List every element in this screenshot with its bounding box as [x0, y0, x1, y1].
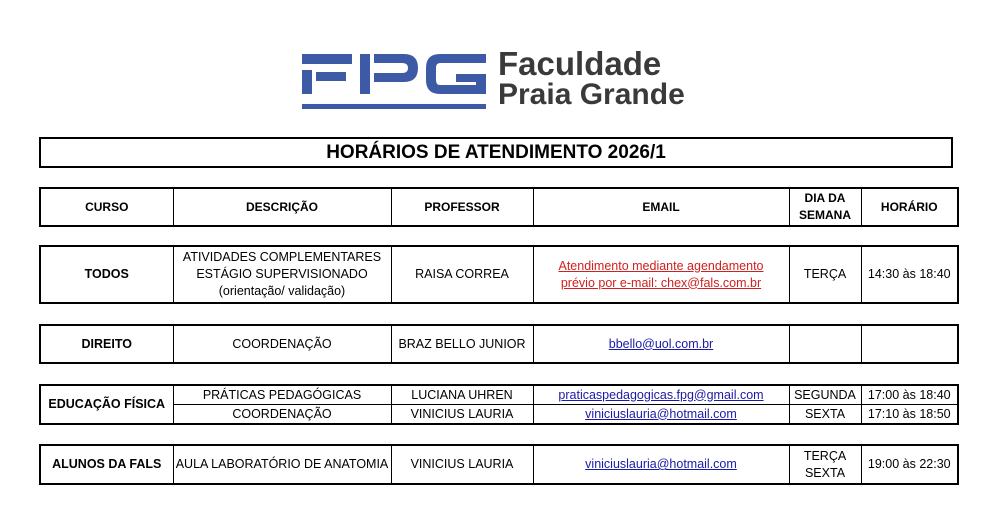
dia-line1: TERÇA — [803, 448, 847, 463]
curso-cell: ALUNOS DA FALS — [40, 445, 173, 484]
dia-cell: TERÇA — [789, 246, 861, 303]
descricao-cell: AULA LABORATÓRIO DE ANATOMIA — [173, 445, 391, 484]
table-row — [40, 445, 958, 484]
logo-line1: Faculdade — [498, 45, 662, 82]
curso-cell: EDUCAÇÃO FÍSICA — [40, 385, 173, 424]
descricao-line2: ESTÁGIO SUPERVISIONADO — [196, 267, 368, 281]
header-dia-line2: SEMANA — [798, 208, 851, 222]
horario-cell — [861, 325, 958, 363]
professor-cell: LUCIANA UHREN — [391, 385, 533, 405]
header-dia-line1: DIA DA — [804, 191, 846, 205]
descricao-cell: COORDENAÇÃO — [173, 405, 391, 425]
professor-cell: VINICIUS LAURIA — [391, 405, 533, 425]
table-row — [40, 405, 958, 425]
dia-cell — [789, 445, 861, 484]
header-horario: HORÁRIO — [861, 188, 958, 226]
descricao-line3: (orientação/ validação) — [218, 284, 346, 298]
dia-cell — [789, 325, 861, 363]
table-row — [40, 325, 958, 363]
header-professor: PROFESSOR — [391, 188, 533, 226]
header-descricao: DESCRIÇÃO — [173, 188, 391, 226]
curso-cell: DIREITO — [40, 325, 173, 363]
horario-cell: 17:00 às 18:40 — [861, 385, 958, 405]
dia-line2: SEXTA — [804, 465, 846, 480]
header-email: EMAIL — [533, 188, 789, 226]
professor-cell: RAISA CORREA — [391, 246, 533, 303]
descricao-cell: PRÁTICAS PEDAGÓGICAS — [173, 385, 391, 405]
professor-cell: VINICIUS LAURIA — [391, 445, 533, 484]
email-cell — [533, 325, 789, 363]
table-row — [40, 246, 958, 303]
descricao-cell — [173, 246, 391, 303]
table-row — [40, 385, 958, 405]
email-link[interactable]: bbello@uol.com.br — [608, 336, 714, 351]
direito-table — [39, 324, 959, 364]
todos-table — [39, 245, 959, 304]
email-cell — [533, 385, 789, 405]
header-row — [40, 188, 958, 226]
header-curso: CURSO — [40, 188, 173, 226]
dia-cell: SEXTA — [789, 405, 861, 425]
email-cell — [533, 445, 789, 484]
professor-cell: BRAZ BELLO JUNIOR — [391, 325, 533, 363]
header-dia-semana — [789, 188, 861, 226]
page-title: HORÁRIOS DE ATENDIMENTO 2026/1 — [39, 137, 953, 168]
fals-table — [39, 444, 959, 485]
header-table — [39, 187, 959, 227]
email-cell — [533, 405, 789, 425]
email-link[interactable]: praticaspedagogicas.fpg@gmail.com — [558, 387, 764, 402]
dia-cell: SEGUNDA — [789, 385, 861, 405]
email-cell — [533, 246, 789, 303]
fpg-logo — [300, 44, 720, 114]
email-note-line1[interactable]: Atendimento mediante agendamento — [558, 258, 764, 273]
email-link[interactable]: viniciuslauria@hotmail.com — [585, 406, 737, 421]
logo-line2: Praia Grande — [498, 78, 685, 111]
logo-wordmark — [498, 45, 685, 111]
edfisica-table — [39, 384, 959, 425]
horario-cell: 19:00 às 22:30 — [861, 445, 958, 484]
email-link[interactable]: viniciuslauria@hotmail.com — [585, 457, 737, 471]
curso-cell: TODOS — [40, 246, 173, 303]
horario-cell: 17:10 às 18:50 — [861, 405, 958, 425]
email-note-line2[interactable]: prévio por e-mail: chex@fals.com.br — [560, 275, 762, 290]
horario-cell: 14:30 às 18:40 — [861, 246, 958, 303]
fpg-logo-mark — [300, 46, 490, 112]
descricao-cell: COORDENAÇÃO — [173, 325, 391, 363]
descricao-line1: ATIVIDADES COMPLEMENTARES — [182, 250, 382, 264]
